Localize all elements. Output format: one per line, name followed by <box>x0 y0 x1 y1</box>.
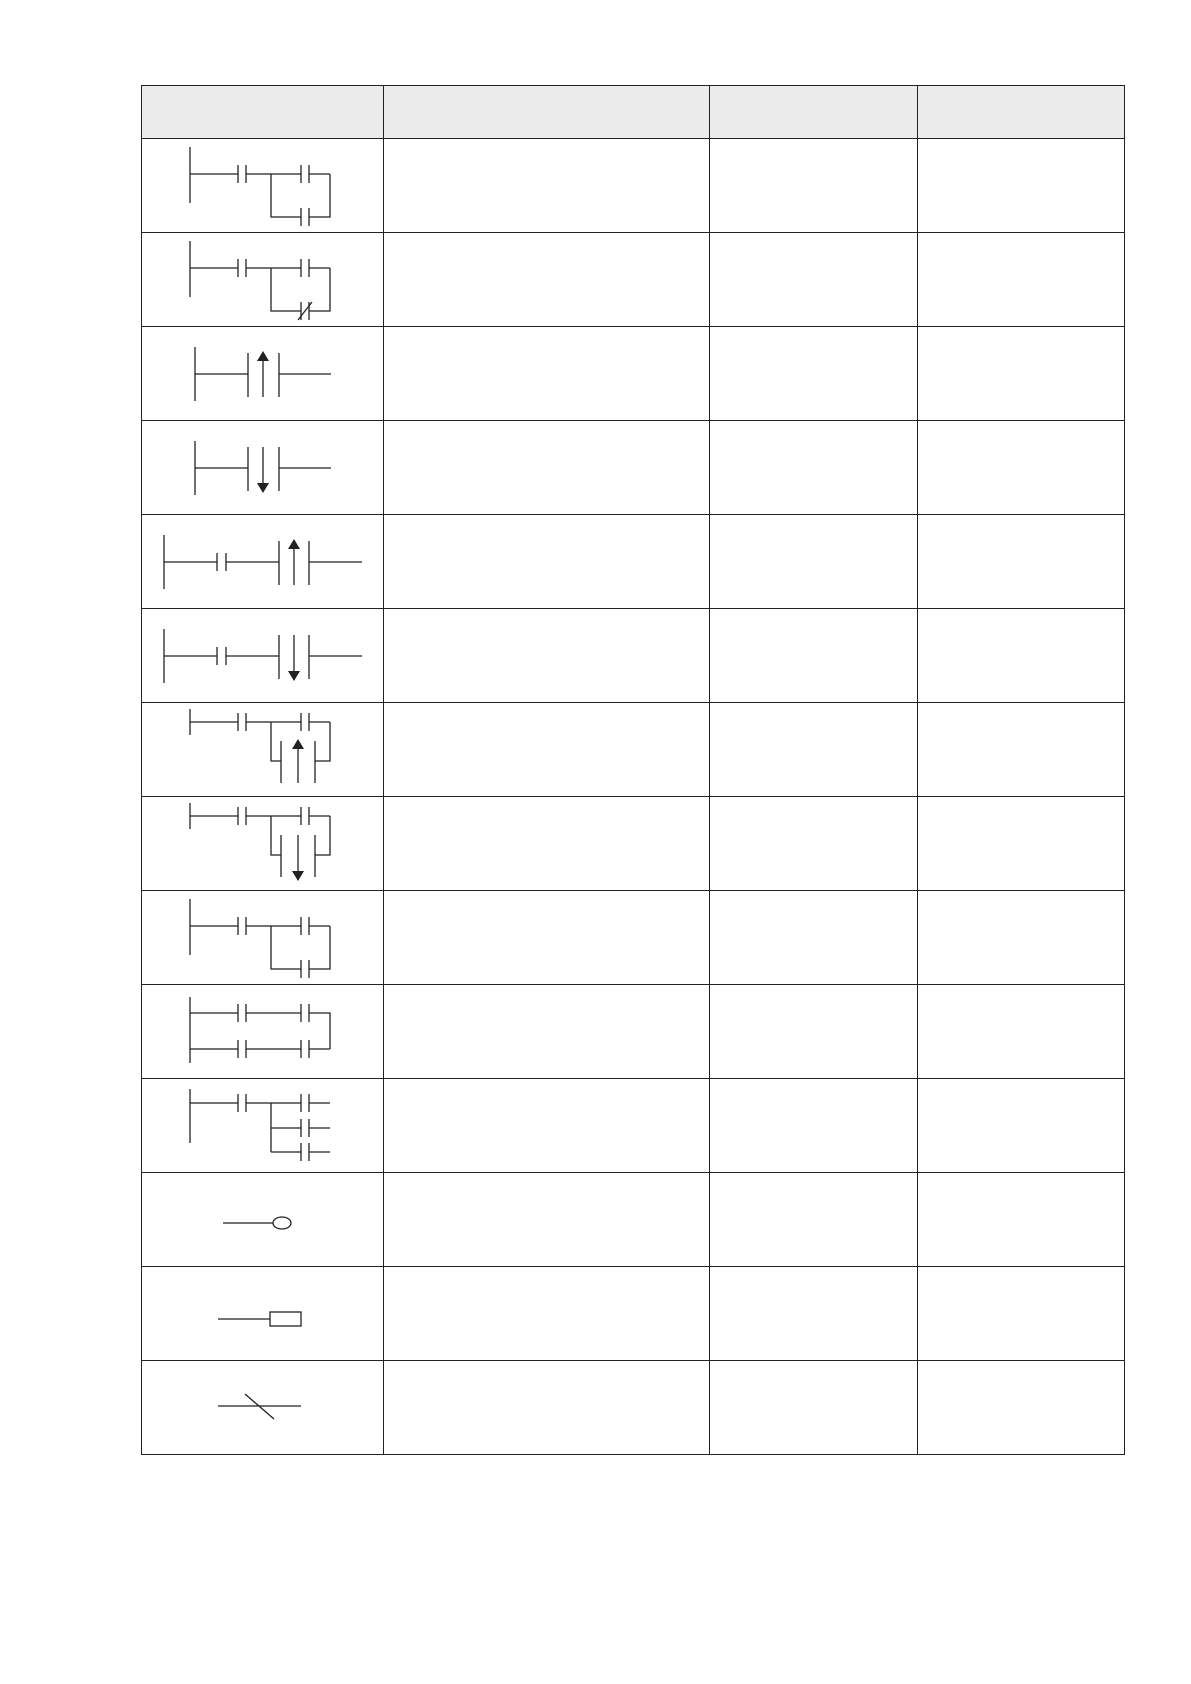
instruction-cell <box>710 515 918 609</box>
table-row <box>142 891 1125 985</box>
instruction-cell <box>710 703 918 797</box>
ladder-symbol-cell <box>142 1361 384 1455</box>
table-row <box>142 703 1125 797</box>
header-cell-function <box>384 86 710 139</box>
multiple-output-branch-icon <box>143 1079 383 1172</box>
operand-cell <box>918 891 1125 985</box>
operand-cell <box>918 327 1125 421</box>
operand-cell <box>918 985 1125 1079</box>
table-row <box>142 985 1125 1079</box>
series-rising-edge-contact-icon <box>143 515 383 608</box>
ladder-symbol-cell <box>142 891 384 985</box>
table-row <box>142 139 1125 233</box>
and-block-parallel-icon <box>143 985 383 1078</box>
instruction-cell <box>710 233 918 327</box>
ladder-symbol-cell <box>142 703 384 797</box>
operand-cell <box>918 1079 1125 1173</box>
instruction-cell <box>710 985 918 1079</box>
instruction-cell <box>710 139 918 233</box>
ladder-symbol-cell <box>142 985 384 1079</box>
operand-cell <box>918 703 1125 797</box>
or-normally-open-contact-icon <box>143 139 383 232</box>
header-cell-instruction <box>710 86 918 139</box>
table-header-row <box>142 86 1125 139</box>
function-cell <box>384 421 710 515</box>
ladder-symbol-cell <box>142 233 384 327</box>
instruction-cell <box>710 327 918 421</box>
ladder-symbol-cell <box>142 1267 384 1361</box>
table-row <box>142 797 1125 891</box>
operand-cell <box>918 421 1125 515</box>
ladder-symbol-cell <box>142 515 384 609</box>
series-falling-edge-contact-icon <box>143 609 383 702</box>
function-cell <box>384 515 710 609</box>
function-cell <box>384 139 710 233</box>
operand-cell <box>918 139 1125 233</box>
function-cell <box>384 1173 710 1267</box>
rising-edge-contact-icon <box>143 327 383 420</box>
ladder-symbol-cell <box>142 1173 384 1267</box>
instruction-table <box>141 85 1125 1455</box>
instruction-cell <box>710 1267 918 1361</box>
ladder-symbol-cell <box>142 1079 384 1173</box>
operand-cell <box>918 797 1125 891</box>
table-row <box>142 233 1125 327</box>
instruction-cell <box>710 421 918 515</box>
ladder-symbol-cell <box>142 139 384 233</box>
ladder-symbol-cell <box>142 421 384 515</box>
function-cell <box>384 703 710 797</box>
operand-cell <box>918 609 1125 703</box>
operand-cell <box>918 1361 1125 1455</box>
parallel-falling-edge-contact-icon <box>143 797 383 890</box>
instruction-cell <box>710 1079 918 1173</box>
or-normally-closed-contact-icon <box>143 233 383 326</box>
output-coil-icon <box>143 1173 383 1266</box>
instruction-cell <box>710 1173 918 1267</box>
function-cell <box>384 1267 710 1361</box>
operand-cell <box>918 233 1125 327</box>
header-cell-operand <box>918 86 1125 139</box>
function-cell <box>384 985 710 1079</box>
operand-cell <box>918 1267 1125 1361</box>
instruction-cell <box>710 1361 918 1455</box>
function-cell <box>384 1361 710 1455</box>
function-cell <box>384 327 710 421</box>
table-row <box>142 1361 1125 1455</box>
application-instruction-box-icon <box>143 1267 383 1360</box>
ladder-symbol-cell <box>142 327 384 421</box>
parallel-rising-edge-contact-icon <box>143 703 383 796</box>
or-block-icon <box>143 891 383 984</box>
instruction-cell <box>710 797 918 891</box>
table-row <box>142 327 1125 421</box>
table-row <box>142 1173 1125 1267</box>
function-cell <box>384 609 710 703</box>
table-row <box>142 1079 1125 1173</box>
function-cell <box>384 1079 710 1173</box>
instruction-cell <box>710 609 918 703</box>
header-cell-ladder-symbol <box>142 86 384 139</box>
operand-cell <box>918 515 1125 609</box>
function-cell <box>384 891 710 985</box>
ladder-symbol-cell <box>142 797 384 891</box>
function-cell <box>384 233 710 327</box>
instruction-cell <box>710 891 918 985</box>
table-row <box>142 1267 1125 1361</box>
inverse-logic-slash-icon <box>143 1361 383 1454</box>
function-cell <box>384 797 710 891</box>
table-row <box>142 515 1125 609</box>
falling-edge-contact-icon <box>143 421 383 514</box>
table-row <box>142 421 1125 515</box>
operand-cell <box>918 1173 1125 1267</box>
table-row <box>142 609 1125 703</box>
ladder-symbol-cell <box>142 609 384 703</box>
